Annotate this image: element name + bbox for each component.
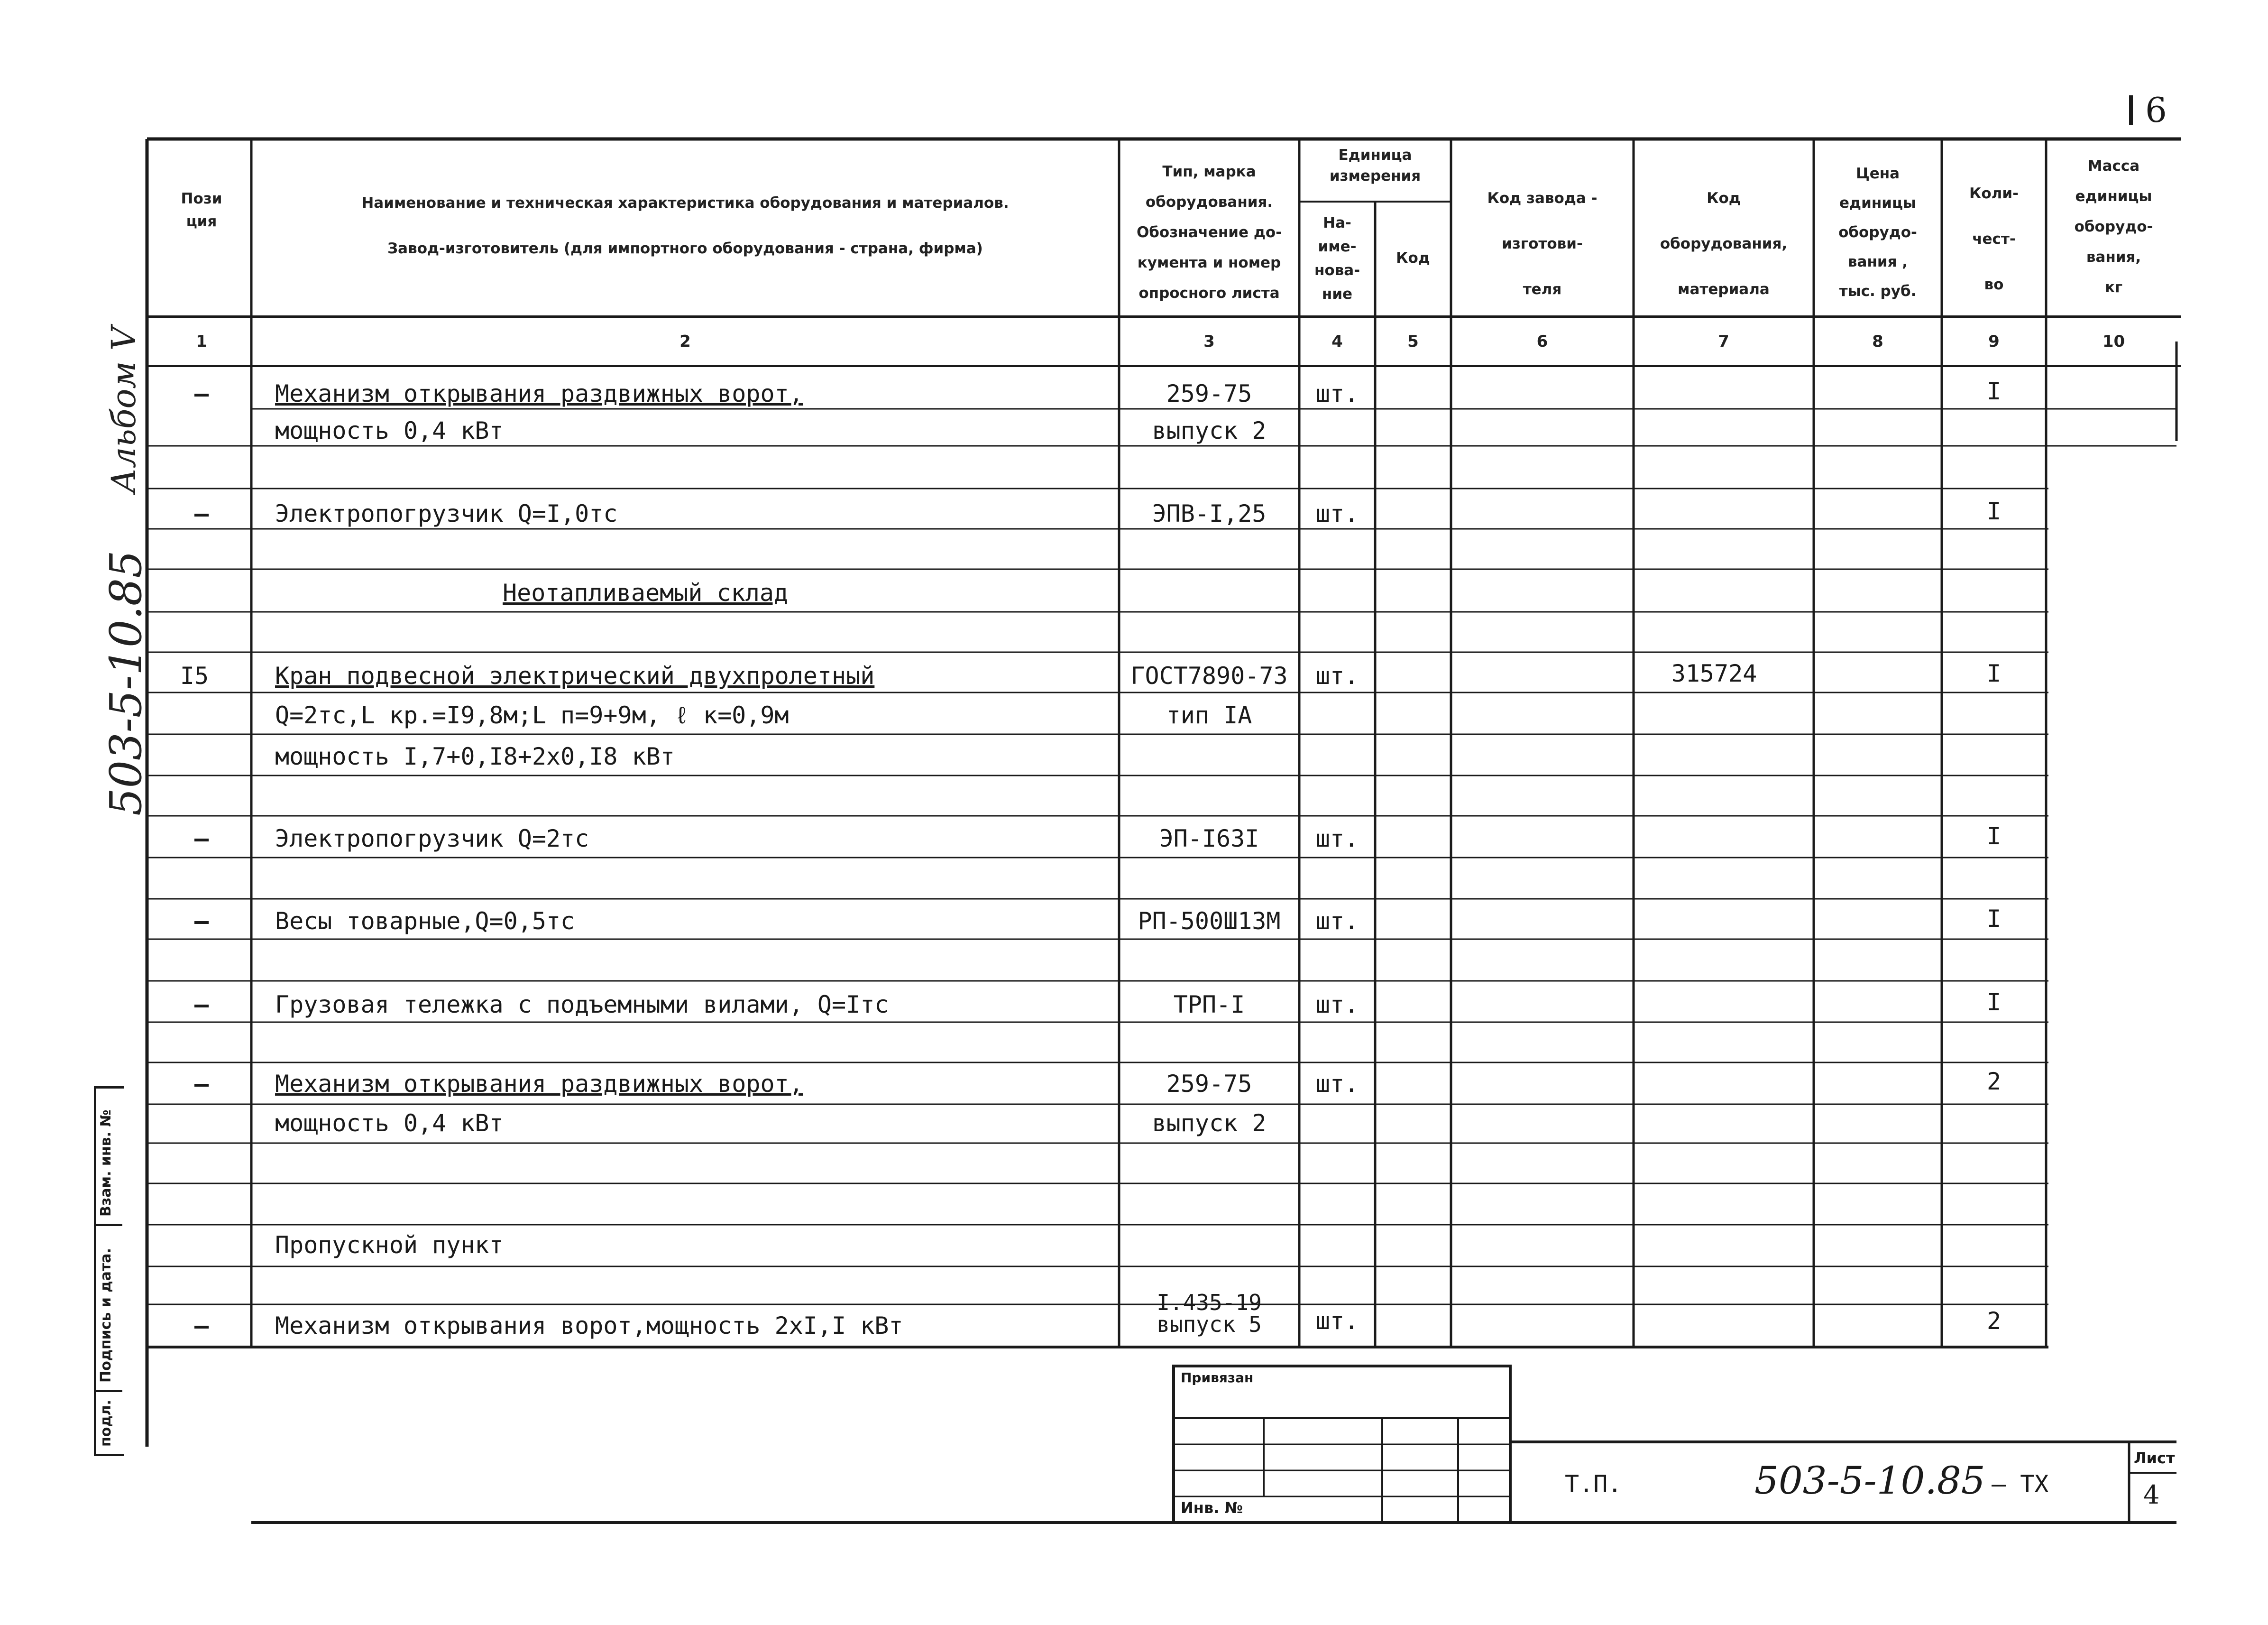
section-heading: Пропускной пункт (275, 1231, 504, 1259)
header-col-10: Масса единицы оборудо- вания, кг (2074, 157, 2153, 296)
position-cell: – (194, 380, 209, 407)
type-cell: 259-75 (1166, 1070, 1252, 1098)
column-number: 2 (679, 332, 691, 351)
unit-cell: шт. (1315, 380, 1359, 407)
section-heading: Неотапливаемый склад (503, 579, 789, 607)
unit-cell: шт. (1315, 991, 1359, 1018)
stamp-doc-code: 503-5-10.85 (1754, 1459, 1985, 1503)
unit-cell: шт. (1315, 1070, 1359, 1098)
stamp-inv-label: Инв. № (1181, 1499, 1243, 1517)
attached-label: Привязан (1181, 1370, 1254, 1385)
qty-cell: I (1986, 498, 2002, 525)
unit-cell: шт. (1315, 1307, 1359, 1335)
qty-cell: I (1986, 378, 2002, 405)
sign-date-label: Подпись и дата. (98, 1248, 114, 1383)
type-cell: 259-75 (1166, 380, 1252, 407)
header-col-8: Цена единицы оборудо- вания , тыс. руб. (1838, 165, 1917, 300)
unit-cell: шт. (1315, 907, 1359, 935)
tp-label: Т.П. (1565, 1470, 1622, 1498)
type-cell: I.435-19 (1157, 1290, 1262, 1315)
inv-no-label: Взам. инв. № (98, 1109, 114, 1217)
type-cell: ЭПВ-I,25 (1152, 500, 1267, 527)
name-cell: мощность 0,4 кВт (275, 1109, 504, 1137)
name-cell: Кран подвесной электрический двухпролетный (275, 662, 875, 690)
name-cell: Грузовая тележка с подъемными вилами, Q=Iтс (275, 991, 889, 1018)
type-cell: РП-500Ш13М (1138, 907, 1281, 935)
type-cell: ТРП-I (1173, 991, 1245, 1018)
type-cell: выпуск 2 (1152, 1109, 1267, 1137)
sheet-label: Лист (2134, 1449, 2175, 1467)
header-col-1: Пози ция (181, 190, 222, 230)
qty-cell: 2 (1986, 1068, 2002, 1095)
name-cell: Механизм открывания ворот,мощность 2хI,I кВт (275, 1312, 903, 1339)
position-cell: – (194, 907, 209, 935)
qty-cell: I (1986, 988, 2002, 1016)
name-cell: Q=2тс,L кр.=I9,8м;L п=9+9м, ℓ к=0,9м (275, 702, 789, 729)
position-cell: I5 (180, 662, 209, 690)
name-cell: мощность I,7+0,I8+2х0,I8 кВт (275, 743, 675, 770)
column-number: 3 (1203, 332, 1215, 351)
position-cell: – (194, 1070, 209, 1098)
name-cell: Механизм открывания раздвижных ворот, (275, 1070, 803, 1098)
column-number: 4 (1331, 332, 1343, 351)
column-number: 8 (1872, 332, 1883, 351)
sheet-number: 4 (2143, 1480, 2160, 1510)
column-number: 6 (1536, 332, 1548, 351)
position-cell: – (194, 500, 209, 527)
name-cell: мощность 0,4 кВт (275, 417, 504, 444)
unit-cell: шт. (1315, 500, 1359, 527)
qty-cell: I (1986, 822, 2002, 850)
header-col-2: Наименование и техническая характеристика оборудования и материалов. Завод-изготовитель (для импортного оборудования - страна, фирма) (361, 194, 1009, 257)
header-col-6: Код завода - изготови- теля (1487, 190, 1598, 298)
header-col-9: Коли- чест- во (1969, 185, 2019, 293)
name-cell: Механизм открывания раздвижных ворот, (275, 380, 803, 407)
column-number: 10 (2102, 332, 2125, 351)
type-cell: ГОСТ7890-73 (1130, 662, 1288, 690)
type-cell: выпуск 2 (1152, 417, 1267, 444)
column-number: 1 (196, 332, 207, 351)
column-number: 9 (1988, 332, 2000, 351)
unit-cell: шт. (1315, 662, 1359, 690)
qty-cell: I (1986, 660, 2002, 687)
header-col-3: Тип, марка оборудования. Обозначение до- кумента и номер опросного листа (1136, 163, 1282, 302)
header-col-4: На- име- нова- ние (1314, 214, 1360, 303)
position-cell: – (194, 1312, 209, 1339)
type-cell: тип IA (1166, 702, 1252, 729)
stamp-suffix: – ТХ (1992, 1470, 2049, 1498)
header-col-7: Код оборудования, материала (1660, 190, 1788, 298)
unit-cell: шт. (1315, 825, 1359, 852)
header-col-5: Код (1396, 249, 1430, 267)
qty-cell: I (1986, 905, 2002, 933)
side-doc-code: 503-5-10.85 (101, 550, 151, 816)
qty-cell: 2 (1986, 1307, 2002, 1335)
code-cell: 315724 (1671, 660, 1757, 687)
type-cell: ЭП-I63I (1159, 825, 1259, 852)
type-cell-line-2: выпуск 5 (1157, 1311, 1262, 1337)
header-unit-group: Единица измерения (1329, 147, 1421, 185)
name-cell: Электропогрузчик Q=2тс (275, 825, 589, 852)
name-cell: Электропогрузчик Q=I,0тс (275, 500, 618, 527)
album-label: Альбом Ⅴ (104, 326, 143, 493)
page-number-text: 6 (2145, 90, 2167, 130)
name-cell: Весы товарные,Q=0,5тс (275, 907, 575, 935)
position-cell: – (194, 991, 209, 1018)
column-number: 7 (1718, 332, 1729, 351)
orig-inv-label: подл. (98, 1400, 114, 1447)
position-cell: – (194, 825, 209, 852)
column-number: 5 (1407, 332, 1419, 351)
